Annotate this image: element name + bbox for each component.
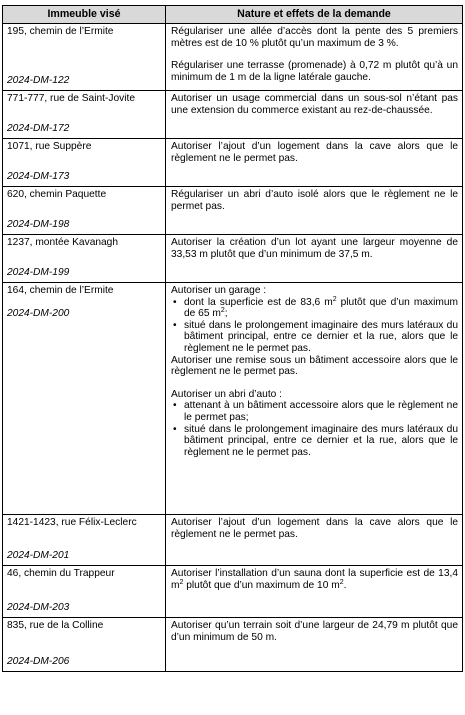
address: 46, chemin du Trappeur	[7, 568, 115, 579]
request-description	[166, 618, 463, 672]
file-reference: 2024-DM-200	[7, 308, 70, 320]
address: 620, chemin Paquette	[7, 189, 107, 200]
request-description	[166, 91, 463, 139]
garage-conditions	[171, 297, 458, 355]
table-header-row	[3, 6, 463, 24]
table-row	[3, 566, 463, 618]
file-reference: 2024-DM-173	[7, 171, 70, 183]
address-cell	[3, 283, 166, 515]
request-description	[166, 139, 463, 187]
address: 1071, rue Suppère	[7, 141, 92, 152]
address-cell	[3, 139, 166, 187]
request-description	[166, 566, 463, 618]
file-reference: 2024-DM-122	[7, 75, 70, 87]
table-row	[3, 283, 463, 515]
table-row	[3, 618, 463, 672]
table-row	[3, 187, 463, 235]
file-reference: 2024-DM-201	[7, 550, 70, 562]
address-cell	[3, 91, 166, 139]
abri-intro: Autoriser un abri d’auto :	[171, 388, 282, 400]
address-cell	[3, 566, 166, 618]
file-reference: 2024-DM-198	[7, 219, 70, 231]
address-cell	[3, 618, 166, 672]
table-row	[3, 235, 463, 283]
address: 164, chemin de l’Ermite	[7, 285, 114, 296]
description-paragraph: Autoriser l’ajout d’un logement dans la cave alors que le règlement ne le permet pas.	[171, 141, 458, 164]
address-cell	[3, 515, 166, 566]
file-reference: 2024-DM-172	[7, 123, 70, 135]
address: 1421-1423, rue Félix-Leclerc	[7, 517, 137, 528]
address-cell	[3, 235, 166, 283]
description-paragraph: Autoriser l’installation d’un sauna dont la superficie est de 13,4 $m^2$ plutôt que d’un maximum de 10 $m^2$.	[171, 568, 458, 591]
address: 1237, montée Kavanagh	[7, 237, 119, 248]
address-cell	[3, 187, 166, 235]
abri-condition-attached: • attenant à un bâtiment accessoire alors que le règlement ne le permet pas;	[184, 400, 458, 423]
request-description	[166, 24, 463, 91]
column-header-nature: Nature et effets de la demande	[166, 6, 463, 24]
file-reference: 2024-DM-203	[7, 602, 70, 614]
request-description	[166, 283, 463, 515]
description-paragraph: Autoriser l’ajout d’un logement dans la cave alors que le règlement ne le permet pas.	[171, 517, 458, 540]
address: 835, rue de la Colline	[7, 620, 104, 631]
description-paragraph: Régulariser une terrasse (promenade) à 0,72 m plutôt qu’à un minimum de 1 m de la ligne latérale gauche.	[171, 60, 458, 83]
abri-conditions	[171, 400, 458, 458]
garage-condition-location: • situé dans le prolongement imaginaire des murs latéraux du bâtiment principal, entre ce dernier et la rue, alors que le règlement ne le permet pas.	[184, 320, 458, 355]
description-paragraph: Régulariser une allée d’accès dont la pente des 5 premiers mètres est de 10 % plutôt qu’un maximum de 3 %.	[171, 26, 458, 49]
table-row	[3, 515, 463, 566]
derogations-table	[2, 5, 463, 672]
file-reference: 2024-DM-206	[7, 656, 70, 668]
request-description	[166, 515, 463, 566]
table-row	[3, 139, 463, 187]
request-description	[166, 235, 463, 283]
description-paragraph: Autoriser qu’un terrain soit d’une largeur de 24,79 m plutôt que d’un minimum de 50 m.	[171, 620, 458, 643]
description-paragraph: Autoriser un usage commercial dans un sous-sol n’étant pas une extension du commerce existant au rez-de-chaussée.	[171, 93, 458, 116]
garage-condition-area: • dont la superficie est de 83,6 $m^2$ plutôt que d’un maximum de 65 $m^2$;	[184, 297, 458, 320]
description-paragraph: Autoriser la création d’un lot ayant une largeur moyenne de 33,53 m plutôt que d’un minimum de 37,5 m.	[171, 237, 458, 260]
remise-paragraph: Autoriser une remise sous un bâtiment accessoire alors que le règlement ne le permet pas.	[171, 354, 458, 378]
address-cell	[3, 24, 166, 91]
request-description	[166, 187, 463, 235]
address: 195, chemin de l’Ermite	[7, 26, 114, 37]
address: 771-777, rue de Saint-Jovite	[7, 93, 135, 104]
column-header-immeuble: Immeuble visé	[3, 6, 166, 24]
table-row	[3, 24, 463, 91]
file-reference: 2024-DM-199	[7, 267, 70, 279]
table-row	[3, 91, 463, 139]
abri-condition-location: • situé dans le prolongement imaginaire des murs latéraux du bâtiment principal, entre ce dernier et la rue, alors que le règlement ne le permet pas.	[184, 424, 458, 459]
garage-intro: Autoriser un garage :	[171, 285, 267, 296]
description-paragraph: Régulariser un abri d’auto isolé alors que le règlement ne le permet pas.	[171, 189, 458, 212]
